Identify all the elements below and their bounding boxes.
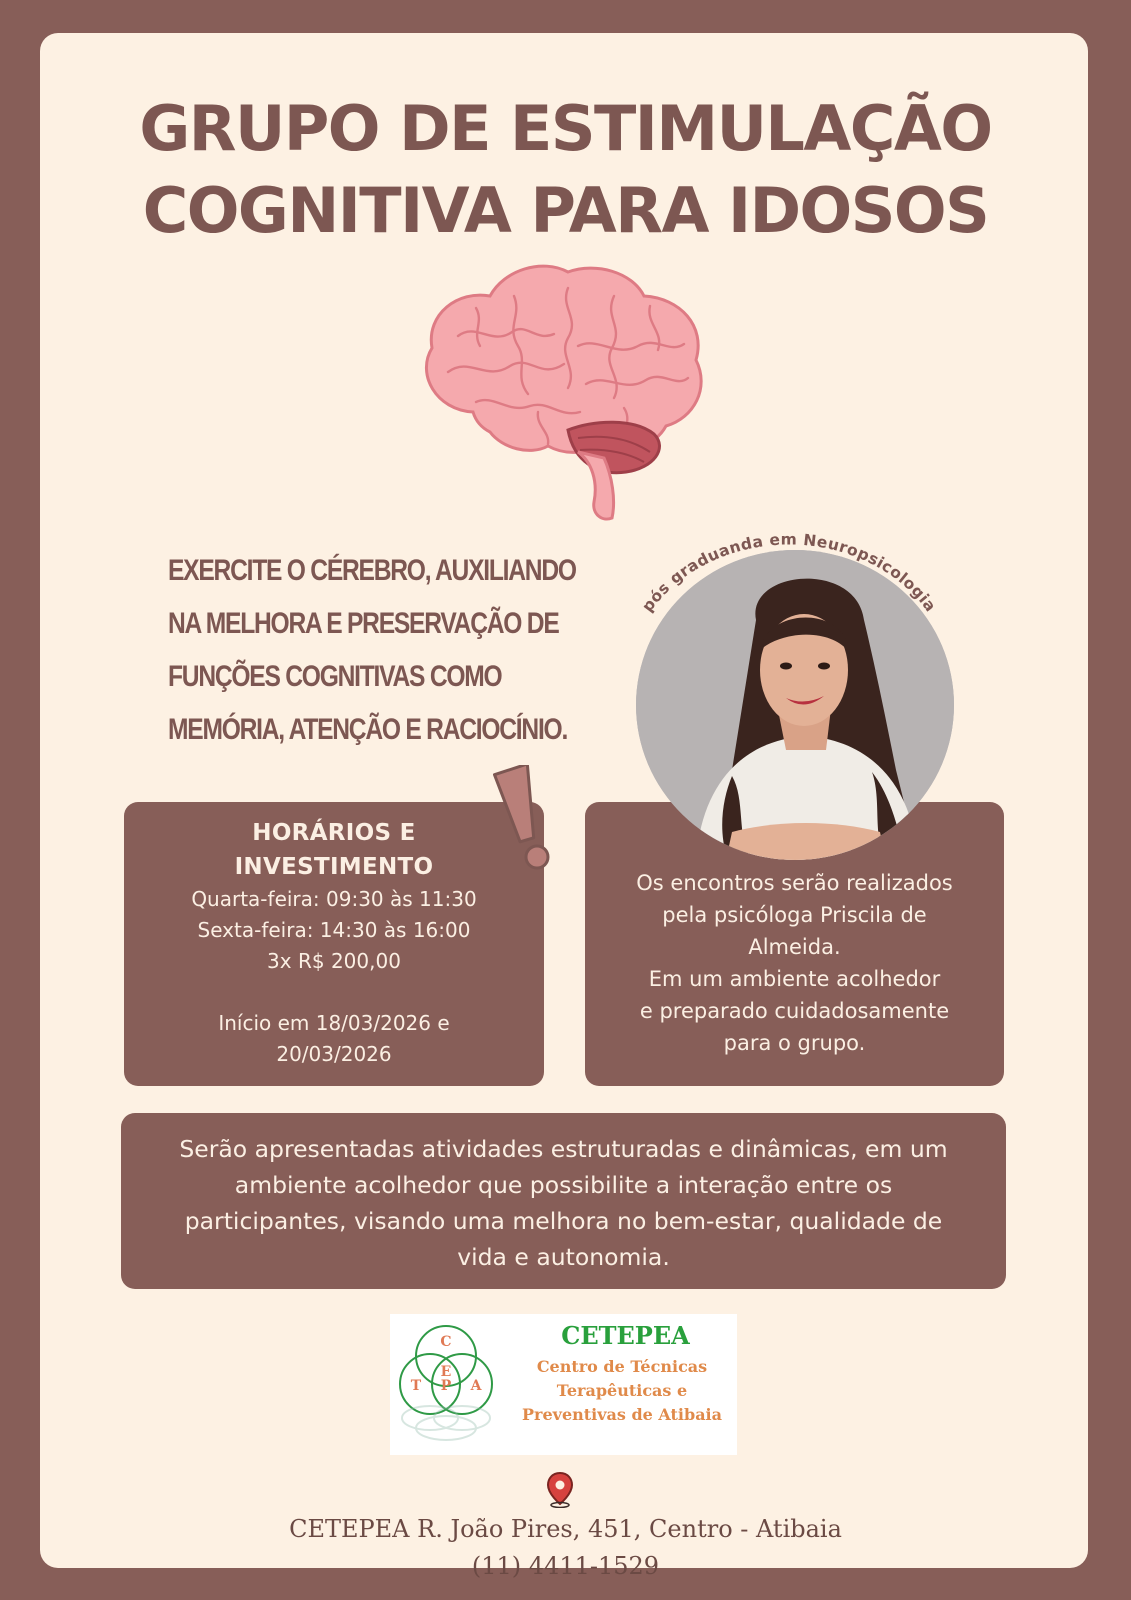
logo-letter-c: C xyxy=(440,1334,452,1350)
tagline-line-4: MEMÓRIA, ATENÇÃO E RACIOCÍNIO. xyxy=(168,713,568,746)
logo-letter-p: P xyxy=(440,1378,452,1394)
title-line-1: GRUPO DE ESTIMULAÇÃO xyxy=(139,92,992,165)
description-box xyxy=(121,1113,1006,1289)
location-pin-icon xyxy=(546,1472,574,1508)
address-line xyxy=(0,1472,1131,1548)
schedule-heading-line-2: INVESTIMENTO xyxy=(234,854,434,880)
schedule-heading xyxy=(124,816,544,884)
description-line-1: Serão apresentadas atividades estruturadas e dinâmicas, em um xyxy=(179,1135,948,1163)
logo-subtitle-line-2: Terapêuticas e xyxy=(556,1381,688,1400)
description-line-2: ambiente acolhedor que possibilite a interação entre os xyxy=(234,1171,893,1199)
tagline xyxy=(168,544,576,756)
psychologist-photo xyxy=(636,550,954,860)
title-line-2: COGNITIVA PARA IDOSOS xyxy=(142,174,989,247)
schedule-box xyxy=(124,802,544,1086)
logo-subtitle-line-1: Centro de Técnicas xyxy=(536,1357,708,1376)
schedule-start-line-1: Início em 18/03/2026 e xyxy=(218,1011,450,1035)
tagline-line-3: FUNÇÕES COGNITIVAS COMO xyxy=(168,660,502,693)
logo-letter-t: T xyxy=(410,1378,422,1394)
facilitator-line-3: Almeida. xyxy=(748,935,841,959)
address-block xyxy=(0,1472,1131,1585)
tagline-line-1: EXERCITE O CÉREBRO, AUXILIANDO xyxy=(168,554,576,587)
logo-name: CETEPEA xyxy=(561,1321,690,1350)
schedule-heading-line-1: HORÁRIOS E xyxy=(252,820,416,846)
logo-subtitle xyxy=(508,1355,736,1427)
logo-subtitle-line-3: Preventivas de Atibaia xyxy=(522,1405,722,1424)
phone-number: (11) 4411-1529 xyxy=(471,1552,660,1580)
cetepea-logo xyxy=(390,1314,737,1455)
address-text: CETEPEA R. João Pires, 451, Centro - Atibaia xyxy=(289,1515,842,1543)
logo-circles-icon xyxy=(396,1318,496,1452)
poster-title xyxy=(0,88,1131,252)
schedule-price: 3x R$ 200,00 xyxy=(267,949,401,973)
facilitator-line-2: pela psicóloga Priscila de xyxy=(662,903,927,927)
schedule-wednesday: Quarta-feira: 09:30 às 11:30 xyxy=(191,887,477,911)
facilitator-line-6: para o grupo. xyxy=(723,1031,866,1055)
logo-letter-a: A xyxy=(470,1378,482,1394)
logo-letter-e: E xyxy=(440,1364,452,1380)
facilitator-line-1: Os encontros serão realizados xyxy=(636,871,953,895)
photo-caption-text: pós graduanda em Neuropsicologia xyxy=(638,530,940,616)
facilitator-line-4: Em um ambiente acolhedor xyxy=(648,967,941,991)
schedule-friday: Sexta-feira: 14:30 às 16:00 xyxy=(197,918,471,942)
portrait-illustration xyxy=(636,550,954,860)
tagline-line-2: NA MELHORA E PRESERVAÇÃO DE xyxy=(168,607,559,640)
exclamation-icon xyxy=(493,765,573,875)
facilitator-line-5: e preparado cuidadosamente xyxy=(639,999,950,1023)
description-line-4: vida e autonomia. xyxy=(457,1243,670,1271)
schedule-start-line-2: 20/03/2026 xyxy=(276,1042,392,1066)
description-line-3: participantes, visando uma melhora no bem-estar, qualidade de xyxy=(184,1207,943,1235)
brain-icon xyxy=(418,262,708,530)
